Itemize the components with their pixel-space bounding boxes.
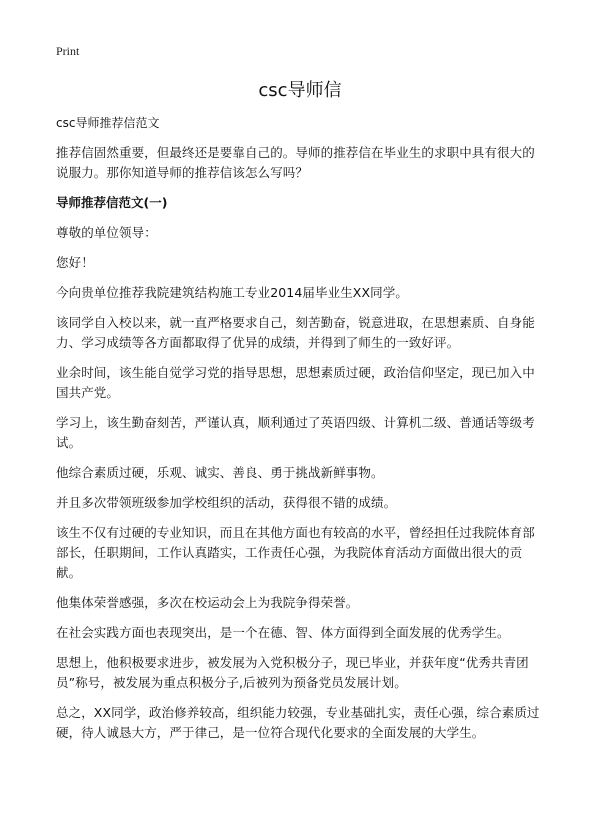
document-subtitle: csc导师推荐信范文: [56, 116, 160, 130]
section-heading: 导师推荐信范文(一): [56, 195, 168, 210]
body-paragraph: 学习上，该生勤奋刻苦，严谨认真，顺利通过了英语四级、计算机二级、普通话等级考试。: [56, 415, 535, 450]
closing-paragraph: 总之，XX同学，政治修养较高，组织能力较强，专业基础扎实，责任心强，综合素质过硬，待人诚恳大方，严于律己，是一位符合现代化要求的全面发展的大学生。: [56, 705, 540, 740]
body-paragraph: 在社会实践方面也表现突出，是一个在德、智、体方面得到全面发展的优秀学生。: [56, 625, 510, 640]
body-paragraph: 业余时间，该生能自觉学习党的指导思想，思想素质过硬，政治信仰坚定，现已加入中国共产党。: [56, 365, 535, 400]
body-paragraph: 并且多次带领班级参加学校组织的活动，获得很不错的成绩。: [56, 495, 397, 510]
body-paragraph: 该同学自入校以来，就一直严格要求自己，刻苦勤奋，锐意进取，在思想素质、自身能力、学习成绩等各方面都取得了优异的成绩，并得到了师生的一致好评。: [56, 315, 535, 350]
body-paragraph: 他集体荣誉感强，多次在校运动会上为我院争得荣誉。: [56, 595, 359, 610]
body-paragraph: 今向贵单位推荐我院建筑结构施工专业2014届毕业生XX同学。: [56, 285, 408, 300]
body-paragraph: 思想上，他积极要求进步，被发展为入党积极分子，现已毕业，并获年度“优秀共青团员”称号，被发展为重点积极分子,后被列为预备党员发展计划。: [56, 655, 529, 690]
body-paragraph: 他综合素质过硬，乐观、诚实、善良、勇于挑战新鲜事物。: [56, 465, 384, 480]
print-link[interactable]: Print: [56, 44, 80, 58]
greeting: 您好！: [56, 255, 94, 270]
salutation: 尊敬的单位领导：: [56, 225, 157, 240]
body-paragraph: 该生不仅有过硬的专业知识，而且在其他方面也有较高的水平，曾经担任过我院体育部部长，任职期间，工作认真踏实，工作责任心强，为我院体育活动方面做出很大的贡献。: [56, 525, 535, 580]
document-title: csc导师信: [258, 80, 342, 101]
intro-paragraph: 推荐信固然重要，但最终还是要靠自己的。导师的推荐信在毕业生的求职中具有很大的说服力。那你知道导师的推荐信该怎么写吗？: [56, 145, 535, 180]
